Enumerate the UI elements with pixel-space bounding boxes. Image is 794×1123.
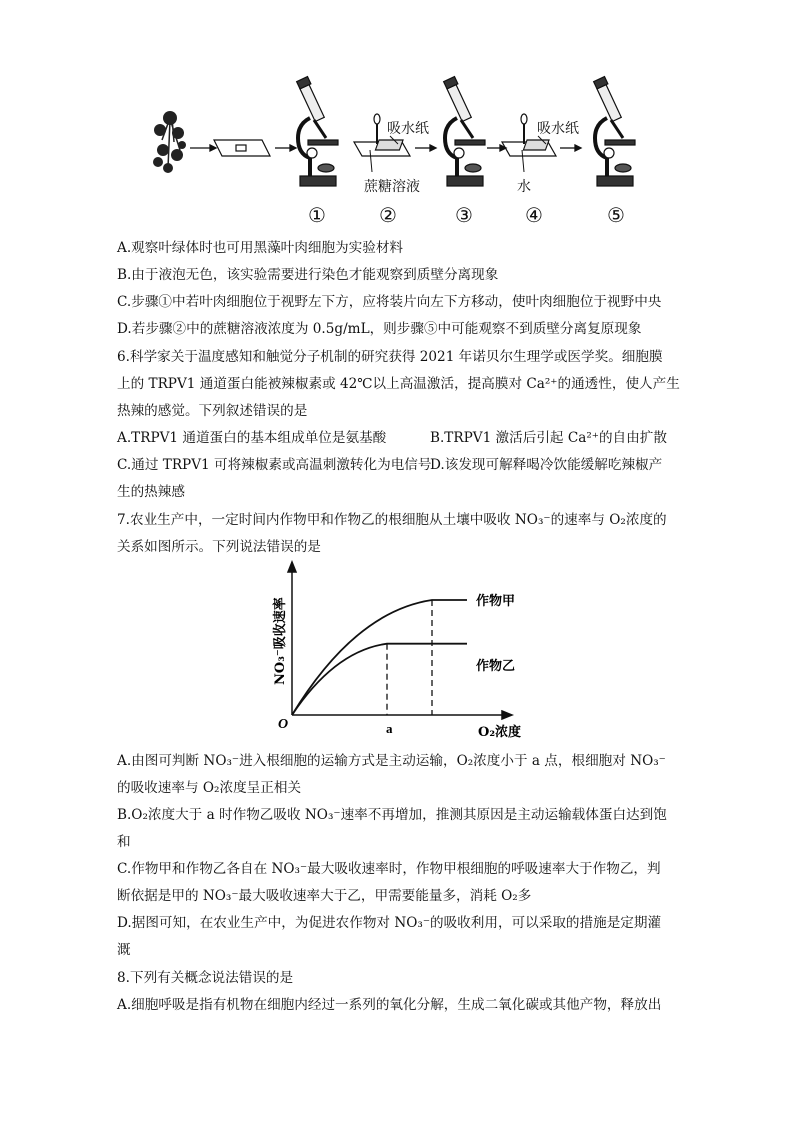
legend-crop-a: 作物甲 bbox=[476, 594, 516, 609]
q7-option-c: C.作物甲和作物乙各自在 NO₃⁻最大吸收速率时，作物甲根细胞的呼吸速率大于作物乙，判 bbox=[117, 861, 661, 877]
q7-option-d: D.据图可知，在农业生产中，为促进农作物对 NO₃⁻的吸收利用，可以采取的措施是定期灌 bbox=[117, 915, 662, 931]
q6-option-d-cont: 生的热辣感 bbox=[117, 484, 185, 500]
legend-crop-b: 作物乙 bbox=[476, 659, 516, 674]
label-absorbent-paper-2: 吸水纸 bbox=[537, 121, 579, 137]
step-3-label: ③ bbox=[455, 203, 473, 227]
q6-option-c: C.通过 TRPV1 可将辣椒素或高温刺激转化为电信号 bbox=[117, 457, 432, 473]
q7-option-a: A.由图可判断 NO₃⁻进入根细胞的运输方式是主动运输，O₂浓度小于 a 点，根细胞对 NO₃⁻ bbox=[117, 753, 666, 769]
label-absorbent-paper-1: 吸水纸 bbox=[387, 121, 429, 137]
q6-stem-line1: 6.科学家关于温度感知和触觉分子机制的研究获得 2021 年诺贝尔生理学或医学奖。细胞膜 bbox=[117, 349, 663, 365]
plant-icon bbox=[153, 111, 186, 173]
experiment-figure bbox=[0, 0, 794, 240]
q6-stem-line3: 热辣的感觉。下列叙述错误的是 bbox=[117, 403, 308, 419]
q5-option-c: C.步骤①中若叶肉细胞位于视野左下方，应将装片向左下方移动，使叶肉细胞位于视野中央 bbox=[117, 294, 662, 310]
step-2-label: ② bbox=[379, 203, 397, 227]
origin-label: O bbox=[278, 717, 289, 732]
label-water: 水 bbox=[517, 179, 531, 195]
q7-option-b: B.O₂浓度大于 a 时作物乙吸收 NO₃⁻速率不再增加，推测其原因是主动运输载体蛋白达到饱 bbox=[117, 807, 667, 823]
q5-option-d: D.若步骤②中的蔗糖溶液浓度为 0.5g/mL，则步骤⑤中可能观察不到质壁分离复原现象 bbox=[117, 321, 642, 337]
microscope-icon-1 bbox=[297, 77, 338, 186]
q7-option-b-cont: 和 bbox=[117, 834, 131, 850]
label-sucrose-solution: 蔗糖溶液 bbox=[364, 179, 420, 195]
q6-option-d: D.该发现可解释喝冷饮能缓解吃辣椒产 bbox=[430, 457, 663, 473]
q8-stem: 8.下列有关概念说法错误的是 bbox=[117, 970, 294, 986]
y-axis-arrow bbox=[288, 562, 296, 572]
step-4-label: ④ bbox=[525, 203, 543, 227]
x-axis-arrow bbox=[502, 711, 512, 719]
step-5-label: ⑤ bbox=[607, 203, 625, 227]
q8-option-a: A.细胞呼吸是指有机物在细胞内经过一系列的氧化分解，生成二氧化碳或其他产物，释放出 bbox=[117, 997, 662, 1013]
q7-option-a-cont: 的吸收速率与 O₂浓度呈正相关 bbox=[117, 780, 302, 796]
q7-option-d-cont: 溉 bbox=[117, 942, 131, 958]
q6-stem-line2: 上的 TRPV1 通道蛋白能被辣椒素或 42℃以上高温激活，提高膜对 Ca²⁺的通透性，使人产生 bbox=[117, 376, 680, 392]
nitrate-uptake-chart bbox=[262, 560, 552, 740]
series-line-crop-a bbox=[292, 600, 467, 715]
y-axis-label: NO₃⁻吸收速率 bbox=[273, 597, 288, 685]
q7-stem-line1: 7.农业生产中，一定时间内作物甲和作物乙的根细胞从土壤中吸收 NO₃⁻的速率与 O₂浓度的 bbox=[117, 512, 667, 528]
series-line-crop-b bbox=[292, 644, 467, 715]
slide-1 bbox=[214, 140, 270, 156]
q5-option-a: A.观察叶绿体时也可用黑藻叶肉细胞为实验材料 bbox=[117, 240, 404, 256]
x-tick-a: a bbox=[386, 721, 393, 736]
x-axis-label: O₂浓度 bbox=[478, 725, 522, 740]
microscope-icon-5 bbox=[594, 77, 635, 186]
q6-option-b: B.TRPV1 激活后引起 Ca²⁺的自由扩散 bbox=[430, 430, 667, 446]
microscope-icon-3 bbox=[444, 77, 485, 186]
step-1-label: ① bbox=[308, 203, 326, 227]
q7-option-c-cont: 断依据是甲的 NO₃⁻最大吸收速率大于乙，甲需要能量多，消耗 O₂多 bbox=[117, 888, 532, 904]
q5-option-b: B.由于液泡无色，该实验需要进行染色才能观察到质壁分离现象 bbox=[117, 267, 499, 283]
q6-option-a: A.TRPV1 通道蛋白的基本组成单位是氨基酸 bbox=[117, 430, 387, 446]
q7-stem-line2: 关系如图所示。下列说法错误的是 bbox=[117, 539, 321, 555]
